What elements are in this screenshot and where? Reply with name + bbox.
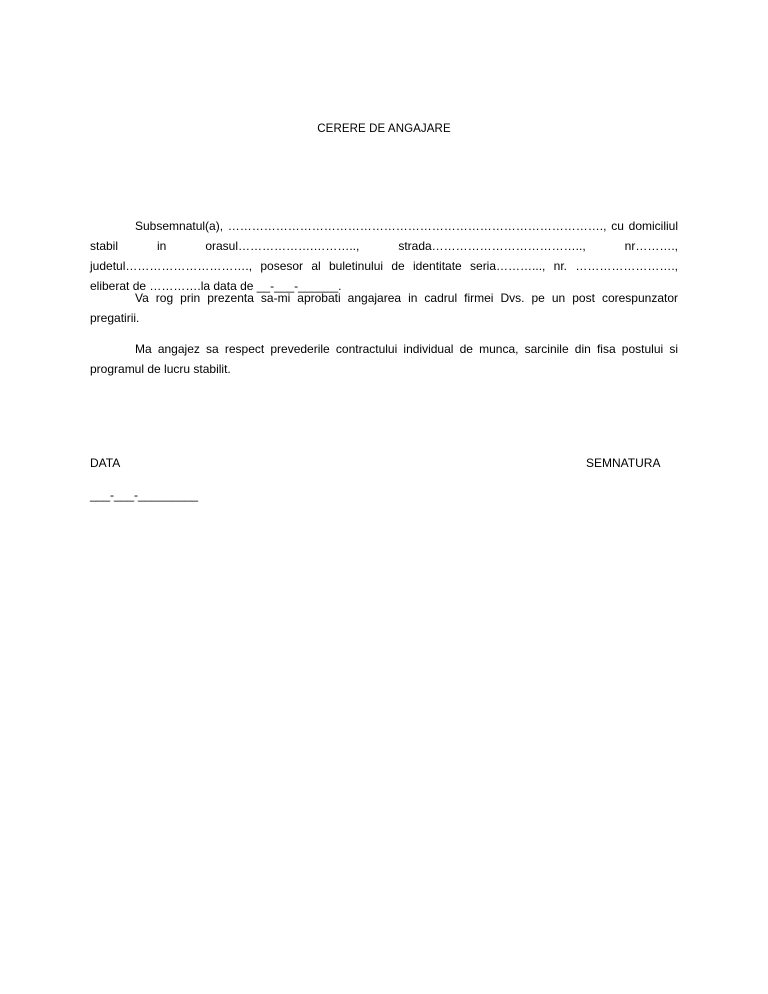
paragraph-request-text: Va rog prin prezenta sa-mi aprobati angajarea in cadrul firmei Dvs. pe un post corespunzator pregatirii. xyxy=(90,291,678,325)
paragraph-commitment-text: Ma angajez sa respect prevederile contractului individual de munca, sarcinile din fisa postului si programul de lucru stabilit. xyxy=(90,342,678,376)
date-label: DATA xyxy=(90,456,121,470)
paragraph-personal-details xyxy=(90,216,678,296)
paragraph-request xyxy=(90,288,678,328)
signature-label: SEMNATURA xyxy=(586,456,661,470)
paragraph-commitment xyxy=(90,339,678,379)
document-title: CERERE DE ANGAJARE xyxy=(317,123,451,135)
date-blank-field: ___-___-_________ xyxy=(90,488,199,502)
paragraph-personal-details-text: Subsemnatul(a), …………………………………………………………………………………., cu domiciliul stabil in orasul……………….……….., strada……………………………….., nr………., judetul…………………………., posesor al buletinului de identitate seria………..., nr. ……………………., eliberat de ………….la data de __-___-______. xyxy=(90,219,678,293)
